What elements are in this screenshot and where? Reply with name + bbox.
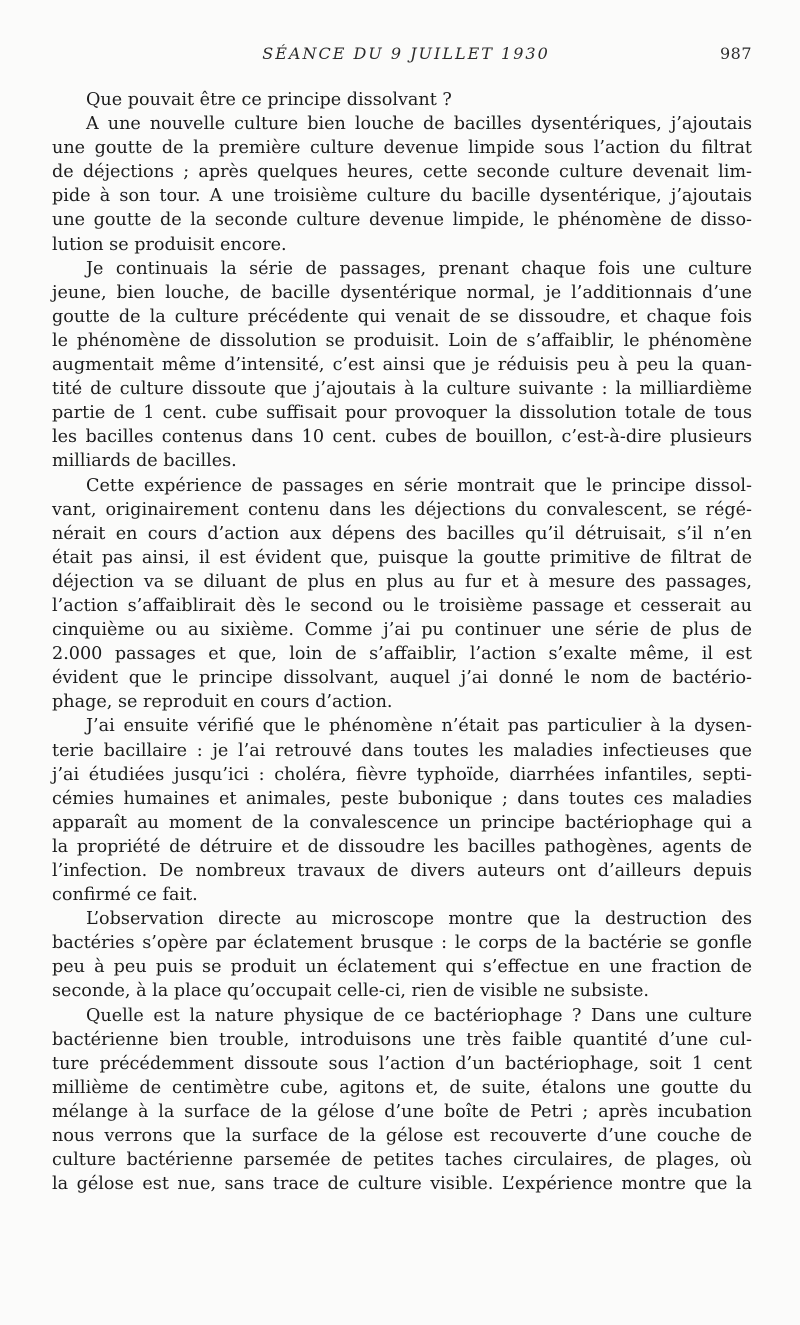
text-line: millième de centimètre cube, agitons et, de suite, étalons une goutte du [52, 1077, 752, 1098]
running-title: SÉANCE DU 9 JUILLET 1930 [262, 44, 550, 63]
text-line: terie bacillaire : je l’ai retrouvé dans toutes les maladies infectieuses que [52, 740, 752, 761]
paragraph [52, 907, 752, 1003]
text-line: l’action s’affaiblirait dès le second ou le troisième passage et cesserait au [52, 595, 752, 616]
paragraph [52, 474, 752, 715]
text-line: mélange à la surface de la gélose d’une boîte de Petri ; après incubation [52, 1101, 752, 1122]
running-header [60, 44, 752, 70]
text-line: vant, originairement contenu dans les déjections du convalescent, se régé- [52, 499, 752, 520]
text-line: le phénomène de dissolution se produisit. Loin de s’affaiblir, le phénomène [52, 330, 752, 351]
text-line: pide à son tour. A une troisième culture du bacille dysentérique, j’ajoutais [52, 186, 752, 207]
paragraph [52, 1004, 752, 1197]
text-line: partie de 1 cent. cube suffisait pour provoquer la dissolution totale de tous [52, 403, 752, 424]
text-line: déjection va se diluant de plus en plus au fur et à mesure des passages, [52, 571, 752, 592]
body-text [52, 88, 752, 1196]
text-line: milliards de bacilles. [52, 451, 237, 472]
text-line: culture bactérienne parsemée de petites taches circulaires, de plages, où [52, 1150, 752, 1171]
text-line: augmentait même d’intensité, c’est ainsi que je réduisis peu à peu la quan- [52, 355, 752, 376]
text-line: jeune, bien louche, de bacille dysentérique normal, je l’additionnais d’une [52, 282, 752, 303]
text-line: seconde, à la place qu’occupait celle-ci, rien de visible ne subsiste. [52, 981, 649, 1002]
paragraph [52, 112, 752, 257]
text-line: J’ai ensuite vérifié que le phénomène n’était pas particulier à la dysen- [86, 716, 752, 737]
text-line: l’infection. De nombreux travaux de divers auteurs ont d’ailleurs depuis [52, 861, 752, 881]
text-line: nérait en cours d’action aux dépens des bacilles qu’il détruisait, s’il n’en [52, 523, 752, 544]
text-line: goutte de la culture précédente qui venait de se dissoudre, et chaque fois [52, 306, 752, 327]
text-line: de déjections ; après quelques heures, cette seconde culture devenait lim- [52, 162, 752, 183]
text-line: cémies humaines et animales, peste bubonique ; dans toutes ces maladies [52, 788, 752, 809]
text-line: lution se produisit encore. [52, 234, 287, 255]
text-line: tité de culture dissoute que j’ajoutais à la culture suivante : la milliardième [52, 379, 752, 400]
text-line: apparaît au moment de la convalescence un principe bactériophage qui a [52, 812, 752, 833]
text-line: une goutte de la première culture devenue limpide sous l’action du filtrat [52, 138, 752, 159]
text-line: était pas ainsi, il est évident que, puisque la goutte primitive de filtrat de [52, 547, 752, 568]
text-line: bactérienne bien trouble, introduisons une très faible quantité d’une cul- [52, 1029, 752, 1050]
text-line: bactéries s’opère par éclatement brusque : le corps de la bactérie se gonfle [52, 933, 752, 954]
text-line: Que pouvait être ce principe dissolvant ? [86, 90, 452, 110]
paragraph [52, 88, 752, 112]
text-line: les bacilles contenus dans 10 cent. cubes de bouillon, c’est-à-dire plusieurs [52, 427, 752, 448]
text-line: évident que le principe dissolvant, auquel j’ai donné le nom de bactério- [52, 668, 752, 689]
text-line: Je continuais la série de passages, prenant chaque fois une culture [86, 258, 752, 279]
text-line: j’ai étudiées jusqu’ici : choléra, fièvre typhoïde, diarrhées infantiles, septi- [52, 764, 752, 785]
text-line: 2.000 passages et que, loin de s’affaiblir, l’action s’exalte même, il est [52, 644, 752, 665]
text-line: une goutte de la seconde culture devenue limpide, le phénomène de disso- [52, 210, 752, 231]
text-line: Cette expérience de passages en série montrait que le principe dissol- [86, 475, 752, 496]
text-line: Quelle est la nature physique de ce bactériophage ? Dans une culture [86, 1005, 752, 1026]
text-line: la gélose est nue, sans trace de culture visible. L’expérience montre que la [52, 1174, 752, 1195]
text-line: peu à peu puis se produit un éclatement qui s’effectue en une fraction de [52, 957, 752, 978]
text-line: nous verrons que la surface de la gélose est recouverte d’une couche de [52, 1126, 752, 1147]
paragraph [52, 714, 752, 907]
text-line: phage, se reproduit en cours d’action. [52, 692, 393, 713]
text-line: L’observation directe au microscope montre que la destruction des [86, 909, 752, 930]
text-line: la propriété de détruire et de dissoudre les bacilles pathogènes, agents de [52, 836, 752, 857]
page-number: 987 [719, 44, 752, 63]
text-line: ture précédemment dissoute sous l’action d’un bactériophage, soit 1 cent [52, 1053, 752, 1074]
text-line: A une nouvelle culture bien louche de bacilles dysentériques, j’ajoutais [86, 114, 752, 135]
text-line: cinquième ou au sixième. Comme j’ai pu continuer une série de plus de [52, 620, 752, 641]
paragraph [52, 257, 752, 474]
text-line: confirmé ce fait. [52, 885, 198, 906]
